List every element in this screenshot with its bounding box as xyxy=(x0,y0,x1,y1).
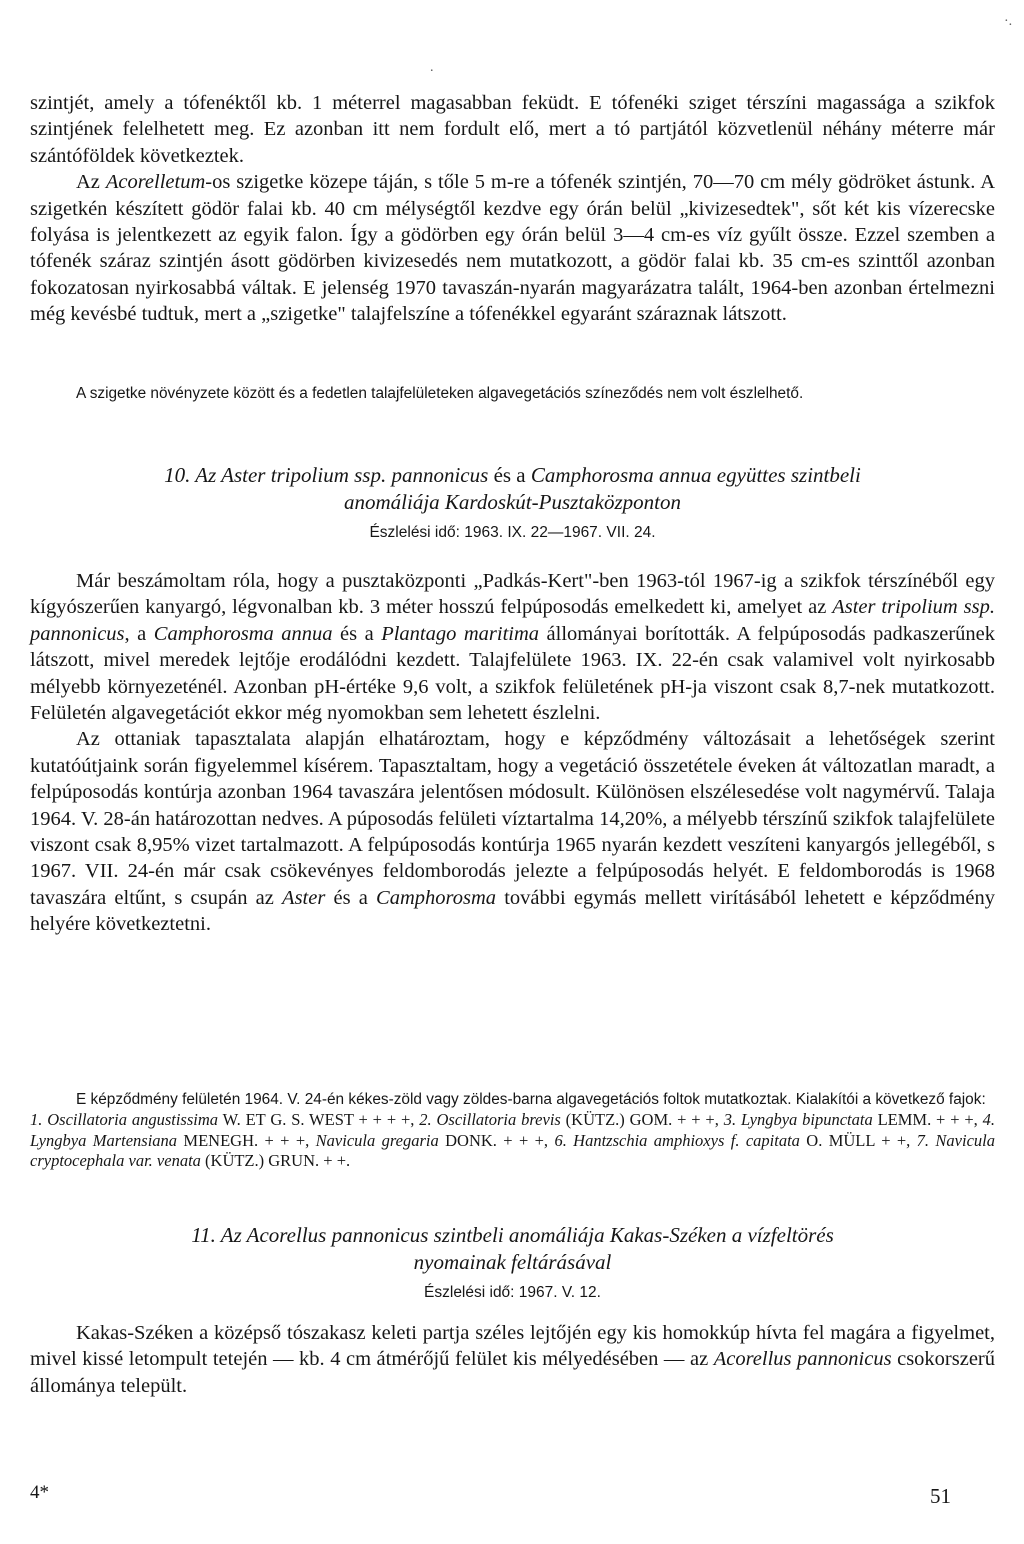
text-run: nyomainak feltárásával xyxy=(413,1250,612,1274)
species-name: Navicula gregaria xyxy=(315,1130,439,1150)
text-run: O. MÜLL + +, xyxy=(799,1130,917,1150)
section-11-heading xyxy=(30,1222,995,1276)
text-run: állományai borították. A felpúposodás padkaszerűnek látszott, mivel meredek lejtője erodálódni kezdett. Talajfelülete 1963. IX. 22-én csak valamivel volt nyirkosabb mélyebb környezeténél. Azonban pH-értéke 9,6 volt, a szikfok felületének pH-ja viszont csak 8,7-nek mutatkozott. Felületén algavegetációt ekkor még nyomokban sem lehetett észlelni. xyxy=(30,622,995,725)
species-name: 6. Hantzschia amphioxys f. capitata xyxy=(554,1130,800,1150)
text-run: Már beszámoltam róla, hogy a pusztaközponti „Padkás-Kert"-ben 1963-tól 1967-ig a szikfok térszínéből egy kígyószerűen kanyargó, légvonalban kb. 3 méter hosszú felpúposodás emelkedett ki, amelyet az xyxy=(30,570,995,619)
section-10-observation: Észlelési idő: 1963. IX. 22—1967. VII. 24. xyxy=(369,524,656,541)
species-name: 2. Oscillatoria brevis xyxy=(419,1110,561,1129)
species-list xyxy=(30,1110,995,1172)
species-name: 3. Lyngbya bipunctata xyxy=(723,1110,873,1129)
taxon-name: Plantago maritima xyxy=(381,622,540,645)
text-run: LEMM. + + +, xyxy=(872,1110,983,1129)
text-run: anomáliája Kardoskút-Pusztaközponton xyxy=(344,490,681,514)
text-run: Az xyxy=(76,171,106,194)
text-run: MENEGH. + + +, xyxy=(177,1130,316,1150)
text-run: W. ET G. S. WEST + + + +, xyxy=(218,1110,420,1129)
text-run: szintbeli anomáliája Kakas-Széken a vízfeltörés xyxy=(428,1223,834,1247)
section-11-observation: Észlelési idő: 1967. V. 12. xyxy=(424,1284,601,1301)
text-run: DONK. + + +, xyxy=(438,1130,555,1150)
text-run: csokorszerű állománya települt. xyxy=(30,1348,995,1397)
page-number: 51 xyxy=(930,1484,951,1508)
text-run: Kakas-Széken a középső tószakasz keleti partja széles lejtőjén egy kis homokkúp hívta fel magára a figyelmet, mivel kissé letompult tetején — kb. 4 cm átmérőjű felület kis mélyedésében — az xyxy=(30,1322,995,1371)
text-run: , a xyxy=(124,622,154,645)
paragraph-1 xyxy=(30,90,995,328)
text-run: (KÜTZ.) GOM. + + +, xyxy=(560,1110,724,1129)
text-run: Az xyxy=(215,1223,247,1247)
taxon-name: Aster tripolium ssp. pannonicus xyxy=(30,596,995,645)
paragraph-1-text-b xyxy=(30,169,995,327)
scan-dot: . xyxy=(430,60,434,75)
taxon-name: Camphorosma annua xyxy=(153,622,333,645)
note-1 xyxy=(30,384,995,404)
note-2 xyxy=(30,1090,995,1172)
section-number: 11. xyxy=(191,1223,216,1247)
paragraph-3-text xyxy=(30,726,995,937)
section-10-heading xyxy=(30,462,995,516)
text-run: szintjét, amely a tófenéktől kb. 1 méterrel magasabban feküdt. E tófenéki sziget térszíni magassága a szikfok szintjének felelhetett meg. Ez azonban itt nem fordult elő, mert a tó partjától közvetlenül néhány méterre már szántóföldek következtek. xyxy=(30,92,995,167)
text-run: Camphorosma annua xyxy=(530,463,712,487)
species-name: 4. Lyngbya Martensiana xyxy=(30,1110,996,1150)
paragraph-2 xyxy=(30,568,995,938)
scan-mark: ·. xyxy=(1004,14,1013,29)
text-run: további egymás mellett virításából lehetett e képződmény helyére következtetni. xyxy=(30,886,996,936)
signature-mark: 4* xyxy=(30,1482,49,1503)
species-name: 1. Oscillatoria angustissima xyxy=(30,1110,219,1129)
text-run: Az ottaniak tapasztalata alapján elhatároztam, hogy e képződmény változásait a lehetőségek szerint kutatóútjaink során figyelemmel kísérem. Tapasztaltam, hogy a vegetáció összetétele éveken át változatlan maradt, a felpúposodás kontúrja azonban 1964 tavaszára jelentősen módosult. Különösen elszélesedése volt nagymérvű. Talaja 1964. V. 28-án határozottan nedves. A púposodás felületi víztartalma 14,20%, a mélyebb térszínű szikfok talajfelülete viszont csak 8,95% vizet tartalmazott. A felpúposodás kontúrja 1965 nyarán kezdett veszíteni kanyargós jellegéből, s 1967. VII. 24-én már csak csökevényes feldomborodás jelezte a felpúposodás helyét. E feldomborodás is 1968 tavaszára eltűnt, s csupán az xyxy=(30,728,995,909)
text-run: Az xyxy=(190,463,222,487)
text-run: -os szigetke közepe táján, s tőle 5 m-re a tófenék szintjén, 70—70 cm mély gödröket ástunk. A szigetkén készített gödör falai kb. 40 cm mélységtől kezdve egy órán belül „kivizesedtek", sőt két kis vízerecske folyása is jelentkezett az egyik falon. Így a gödörben egy órán belül 3—4 cm-es víz gyűlt össze. Ezzel szemben a tófenék száraz szintjén ásott gödörben kivizesedés nem mutatkozott, a gödör falai kb. 35 cm-es szinttől azonban fokozatosan nyirkosabbá váltak. E jelenség 1970 tavaszán-nyarán magyarázatra talált, 1964-ben azonban értelmezni még kevésbé tudtuk, mert a „szigetke" talajfelszíne a tófenékkel egyaránt száraznak látszott. xyxy=(30,171,996,326)
note-1-text: A szigetke növényzete között és a fedetlen talajfelületeken algavegetációs színeződés nem volt észlelhető. xyxy=(76,385,804,402)
paragraph-2-text xyxy=(30,568,995,726)
taxon-name: Camphorosma xyxy=(376,886,497,909)
text-run: (KÜTZ.) GRUN. + +. xyxy=(200,1151,351,1171)
text-run: együttes szintbeli xyxy=(711,463,861,487)
taxon-name: Acorelletum xyxy=(105,171,206,194)
section-number: 10. xyxy=(164,463,191,487)
paragraph-4 xyxy=(30,1320,995,1399)
paragraph-1-text-a xyxy=(30,90,995,169)
text-run: Acorellus pannonicus xyxy=(246,1223,429,1247)
text-run: és a xyxy=(488,463,531,487)
paragraph-4-text xyxy=(30,1320,995,1399)
taxon-name: Aster xyxy=(282,886,326,909)
text-run: Aster tripolium ssp. pannonicus xyxy=(221,463,489,487)
species-name: 7. Navicula cryptocephala var. venata xyxy=(30,1130,995,1171)
taxon-name: Acorellus pannonicus xyxy=(713,1348,892,1371)
text-run: és a xyxy=(325,886,377,909)
note-2-intro: E képződmény felületén 1964. V. 24-én kékes-zöld vagy zöldes-barna algavegetációs foltok mutatkoztak. Kialakítói a következő fajok: xyxy=(76,1091,986,1108)
text-run: és a xyxy=(332,622,382,645)
